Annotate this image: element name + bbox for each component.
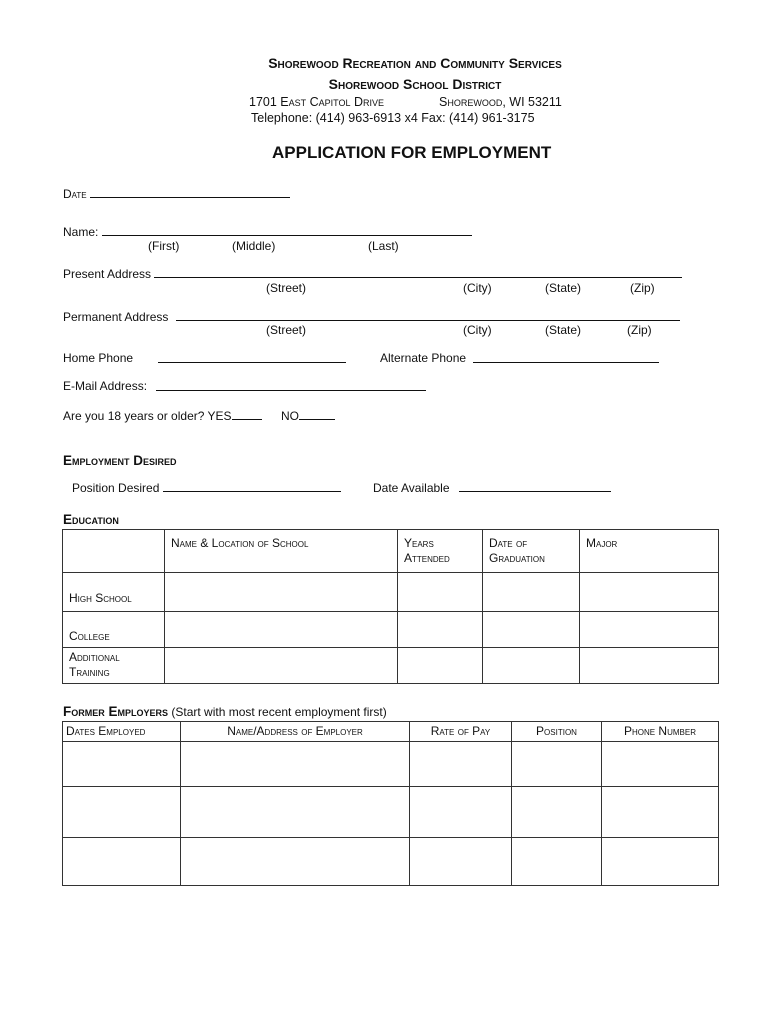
additional-graduation-cell[interactable]: [483, 648, 580, 684]
employer-cell[interactable]: [602, 787, 719, 838]
row-college: College: [69, 629, 110, 643]
present-address-field[interactable]: [154, 266, 682, 278]
college-major-cell[interactable]: [580, 612, 719, 648]
col-major: Major: [586, 536, 618, 550]
education-table: [62, 529, 719, 684]
col-graduation: Date of Graduation: [489, 536, 545, 565]
col-position: Position: [536, 724, 577, 738]
high-school-name-cell[interactable]: [165, 573, 398, 612]
present-city-caption: (City): [463, 281, 492, 295]
employer-cell[interactable]: [181, 787, 410, 838]
permanent-zip-caption: (Zip): [627, 323, 652, 337]
org-name: Shorewood Recreation and Community Services: [268, 55, 562, 71]
college-graduation-cell[interactable]: [483, 612, 580, 648]
education-row-additional: [63, 648, 719, 684]
home-phone-field[interactable]: [158, 351, 346, 363]
date-available-row: [373, 480, 611, 495]
address-street: 1701 East Capitol Drive: [249, 95, 384, 109]
date-available-field[interactable]: [459, 480, 611, 492]
alternate-phone-label: Alternate Phone: [380, 351, 467, 365]
district-name: Shorewood School District: [328, 76, 502, 92]
name-last-caption: (Last): [368, 239, 399, 253]
present-zip-caption: (Zip): [630, 281, 655, 295]
employer-row: [63, 787, 719, 838]
employment-desired-heading: Employment Desired: [63, 453, 177, 468]
row-additional-training: Additional Training: [69, 650, 120, 679]
present-address-row: [63, 266, 682, 281]
permanent-address-row: [63, 309, 680, 324]
employers-table: [62, 721, 719, 886]
permanent-street-caption: (Street): [266, 323, 307, 337]
employer-cell[interactable]: [63, 838, 181, 886]
col-rate-of-pay: Rate of Pay: [430, 724, 491, 738]
additional-years-cell[interactable]: [398, 648, 483, 684]
present-address-label: Present Address: [63, 267, 152, 281]
col-school: Name & Location of School: [171, 536, 309, 550]
age-question: [63, 408, 262, 423]
col-years-attended: Years Attended: [404, 536, 450, 565]
email-field[interactable]: [156, 379, 426, 391]
education-row-college: [63, 612, 719, 648]
col-employer: Name/Address of Employer: [227, 724, 363, 738]
date-field[interactable]: [90, 186, 290, 198]
employer-cell[interactable]: [410, 787, 512, 838]
col-dates-employed: Dates Employed: [66, 724, 146, 738]
employer-cell[interactable]: [63, 787, 181, 838]
employer-cell[interactable]: [63, 742, 181, 787]
former-employers-title: [63, 704, 387, 719]
employer-row: [63, 742, 719, 787]
yes-field[interactable]: [232, 408, 262, 420]
education-header-row: [63, 530, 719, 573]
employer-cell[interactable]: [512, 838, 602, 886]
name-row: [63, 224, 472, 239]
position-desired-row: [72, 480, 341, 495]
date-row: [63, 186, 290, 201]
high-school-years-cell[interactable]: [398, 573, 483, 612]
former-employers-note: (Start with most recent employment first): [171, 705, 387, 719]
age-question-label: Are you 18 years or older?: [63, 409, 205, 423]
yes-label: YES: [207, 409, 232, 423]
address-city: Shorewood, WI 53211: [439, 95, 562, 109]
employer-cell[interactable]: [512, 787, 602, 838]
no-field[interactable]: [299, 408, 335, 420]
permanent-state-caption: (State): [545, 323, 582, 337]
employer-cell[interactable]: [512, 742, 602, 787]
employer-cell[interactable]: [181, 742, 410, 787]
no-label: NO: [281, 409, 299, 423]
college-years-cell[interactable]: [398, 612, 483, 648]
employer-cell[interactable]: [602, 838, 719, 886]
email-label: E-Mail Address:: [63, 379, 148, 393]
employer-row: [63, 838, 719, 886]
name-field[interactable]: [102, 224, 472, 236]
education-heading: Education: [63, 512, 119, 527]
row-high-school: High School: [69, 591, 132, 605]
additional-name-cell[interactable]: [165, 648, 398, 684]
col-phone-number: Phone Number: [623, 724, 696, 738]
high-school-major-cell[interactable]: [580, 573, 719, 612]
college-name-cell[interactable]: [165, 612, 398, 648]
position-desired-field[interactable]: [163, 480, 341, 492]
date-label: Date: [63, 187, 87, 201]
name-middle-caption: (Middle): [232, 239, 276, 253]
employer-cell[interactable]: [410, 838, 512, 886]
employer-cell[interactable]: [602, 742, 719, 787]
present-state-caption: (State): [545, 281, 582, 295]
home-phone-label: Home Phone: [63, 351, 134, 365]
additional-major-cell[interactable]: [580, 648, 719, 684]
form-title: APPLICATION FOR EMPLOYMENT: [272, 143, 552, 162]
contact-phone-fax: Telephone: (414) 963-6913 x4 Fax: (414) 961-3175: [251, 111, 535, 125]
employer-cell[interactable]: [181, 838, 410, 886]
former-employers-heading: Former Employers: [63, 704, 169, 719]
name-first-caption: (First): [148, 239, 180, 253]
high-school-graduation-cell[interactable]: [483, 573, 580, 612]
employer-cell[interactable]: [410, 742, 512, 787]
permanent-city-caption: (City): [463, 323, 492, 337]
date-available-label: Date Available: [373, 481, 450, 495]
position-desired-label: Position Desired: [72, 481, 160, 495]
permanent-address-label: Permanent Address: [63, 310, 169, 324]
education-row-high-school: [63, 573, 719, 612]
name-label: Name:: [63, 225, 99, 239]
alternate-phone-field[interactable]: [473, 351, 659, 363]
present-street-caption: (Street): [266, 281, 307, 295]
employers-header-row: [63, 722, 719, 742]
permanent-address-field[interactable]: [176, 309, 680, 321]
